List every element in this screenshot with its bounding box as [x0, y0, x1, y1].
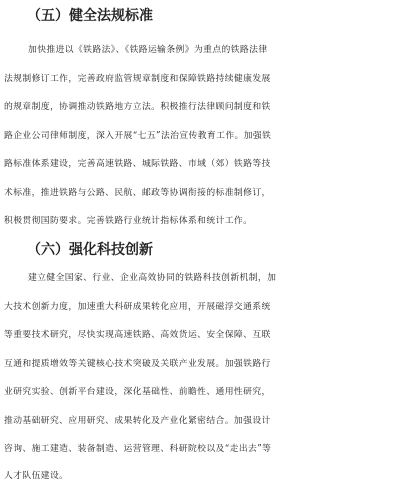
section-6-line-7: 咨询、施工建造、装备制造、运营管理、科研院校以及“走出去”等: [4, 444, 272, 454]
section-6-line-4: 互通和提质增效等关键核心技术突破及关联产业发展。加强铁路行: [4, 359, 271, 369]
section-6-line-5: 业研究实验、创新平台建设，深化基础性、前瞻性、通用性研究，: [4, 387, 271, 397]
section-5-line-6: 术标准，推进铁路与公路、民航、邮政等协调衔接的标准制修订，: [4, 188, 271, 198]
section-5-heading: （五）健全法规标准: [27, 8, 153, 24]
section-5-line-3: 的规章制度，协调推动铁路地方立法。积极推行法律顾问制度和铁: [4, 102, 271, 112]
section-6-line-1: 建立健全国家、行业、企业高效协同的铁路科技创新机制，加: [28, 273, 277, 283]
section-6-line-3: 等重要技术研究，尽快实现高速铁路、高效货运、安全保障、互联: [4, 330, 271, 340]
section-5-line-7: 积极贯彻国防要求。完善铁路行业统计指标体系和统计工作。: [4, 216, 253, 226]
section-6-line-8: 人才队伍建设。: [4, 471, 69, 481]
section-6-heading: （六）强化科技创新: [27, 242, 153, 258]
section-5-line-2: 法规制修订工作，完善政府监管规章制度和保障铁路持续健康发展: [4, 74, 271, 84]
section-5-line-1: 加快推进以《铁路法》、《铁路运输条例》为重点的铁路法律: [28, 45, 268, 55]
section-6-line-6: 推动基础研究、应用研究、成果转化及产业化紧密结合。加强设计: [4, 416, 271, 426]
section-5-line-4: 路企业公司律师制度，深入开展“七五”法治宣传教育工作。加强铁: [4, 131, 272, 141]
section-6-line-2: 大技术创新力度，加速重大科研成果转化应用，开展磁浮交通系统: [4, 302, 271, 312]
section-5-line-5: 路标准体系建设，完善高速铁路、城际铁路、市域（郊）铁路等技: [4, 159, 271, 169]
